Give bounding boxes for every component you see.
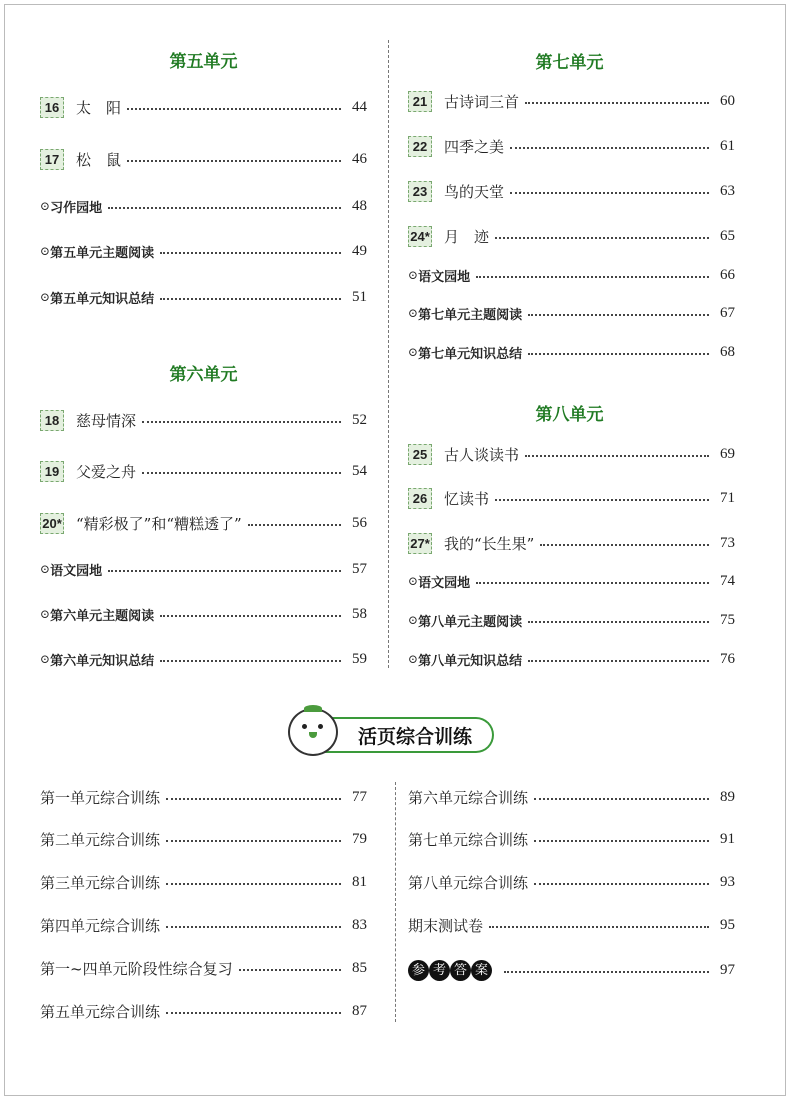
bullet-icon: ⊙ (408, 613, 419, 627)
entry-title: 第八单元知识总结 (418, 653, 523, 669)
dot-leader (495, 237, 709, 239)
dot-leader (525, 102, 709, 104)
page-number: 68 (720, 343, 735, 360)
section-banner (288, 705, 495, 753)
bullet-icon: ⊙ (40, 290, 51, 304)
dot-leader (166, 798, 341, 800)
page-number: 48 (352, 197, 367, 214)
entry-title: 第八单元主题阅读 (418, 614, 523, 630)
toc-entry[interactable] (40, 240, 367, 262)
entry-title: 第四单元综合训练 (40, 916, 161, 935)
dot-leader (108, 570, 341, 572)
toc-entry[interactable] (408, 302, 735, 324)
lesson-number-badge: 24* (408, 226, 432, 247)
toc-entry[interactable] (408, 487, 735, 509)
dot-leader (540, 544, 709, 546)
training-entry[interactable] (40, 871, 367, 893)
dot-leader (166, 840, 341, 842)
page-number: 46 (352, 150, 367, 167)
entry-title: 忆读书 (444, 489, 490, 508)
dot-leader (160, 252, 341, 254)
entry-title: 第七单元综合训练 (408, 830, 529, 849)
page-number: 61 (720, 137, 735, 154)
bullet-icon: ⊙ (408, 345, 419, 359)
bullet-icon: ⊙ (40, 562, 51, 576)
entry-title: 第七单元知识总结 (418, 346, 523, 362)
entry-title: 第六单元综合训练 (408, 788, 529, 807)
toc-entry[interactable] (40, 558, 367, 580)
unit5-heading: 第五单元 (169, 52, 238, 72)
entry-title: 太 阳 (76, 98, 122, 117)
training-entry[interactable] (40, 828, 367, 850)
training-entry[interactable] (408, 871, 735, 893)
bullet-icon: ⊙ (40, 199, 51, 213)
page-number: 83 (352, 916, 367, 933)
page-number: 59 (352, 650, 367, 667)
page-number: 85 (352, 959, 367, 976)
entry-title: 松 鼠 (76, 150, 122, 169)
dot-leader (489, 926, 709, 928)
training-entry[interactable] (40, 1000, 367, 1022)
answers-badge-char: 答 (450, 960, 471, 981)
toc-entry[interactable] (408, 264, 735, 286)
dot-leader (108, 207, 341, 209)
lesson-number-badge: 23 (408, 181, 432, 202)
page-number: 75 (720, 611, 735, 628)
page-number: 54 (352, 462, 367, 479)
dot-leader (160, 298, 341, 300)
lesson-number-badge: 20* (40, 513, 64, 534)
lesson-number-badge: 22 (408, 136, 432, 157)
column-divider-top (388, 40, 389, 668)
entry-title: 鸟的天堂 (444, 182, 505, 201)
entry-title: 语文园地 (418, 269, 471, 285)
page-number: 60 (720, 92, 735, 109)
dot-leader (495, 499, 709, 501)
page-number: 97 (720, 961, 735, 978)
entry-title: 第三单元综合训练 (40, 873, 161, 892)
page-number: 65 (720, 227, 735, 244)
toc-entry[interactable] (408, 570, 735, 592)
page-number: 73 (720, 534, 735, 551)
toc-entry[interactable] (40, 512, 367, 534)
toc-entry[interactable] (40, 603, 367, 625)
training-entry[interactable] (40, 914, 367, 936)
dot-leader (160, 660, 341, 662)
column-divider-bottom (395, 782, 396, 1022)
toc-entry[interactable] (40, 195, 367, 217)
entry-title: 语文园地 (50, 563, 103, 579)
entry-title: 古诗词三首 (444, 92, 520, 111)
lesson-number-badge: 18 (40, 410, 64, 431)
entry-title: 第五单元主题阅读 (50, 245, 155, 261)
toc-entry[interactable] (40, 460, 367, 482)
entry-title: 语文园地 (418, 575, 471, 591)
dot-leader (166, 1012, 341, 1014)
training-entry[interactable] (40, 786, 367, 808)
dot-leader (528, 314, 709, 316)
dot-leader (127, 108, 341, 110)
training-entry[interactable] (408, 914, 735, 936)
page-number: 74 (720, 572, 735, 589)
entry-title: 慈母情深 (76, 411, 137, 430)
entry-title: 第一~四单元阶段性综合复习 (40, 959, 233, 978)
page-number: 71 (720, 489, 735, 506)
entry-title: 我的“长生果” (444, 534, 535, 553)
dot-leader (142, 472, 341, 474)
unit7-heading: 第七单元 (535, 53, 604, 73)
page-number: 76 (720, 650, 735, 667)
entry-title: 第五单元知识总结 (50, 291, 155, 307)
toc-entry[interactable] (408, 225, 735, 247)
training-entry[interactable] (40, 957, 367, 979)
entry-title: 期末测试卷 (408, 916, 484, 935)
answers-badge-char: 参 (408, 960, 429, 981)
dot-leader (528, 621, 709, 623)
toc-entry[interactable] (408, 180, 735, 202)
page-number: 69 (720, 445, 735, 462)
page-number: 51 (352, 288, 367, 305)
dot-leader (166, 926, 341, 928)
toc-entry[interactable] (408, 90, 735, 112)
page-number: 81 (352, 873, 367, 890)
dot-leader (510, 147, 709, 149)
page-number: 49 (352, 242, 367, 259)
bullet-icon: ⊙ (408, 306, 419, 320)
dot-leader (248, 524, 341, 526)
unit6-heading: 第六单元 (169, 365, 238, 385)
page-number: 63 (720, 182, 735, 199)
entry-title: “精彩极了”和“糟糕透了” (76, 514, 242, 533)
lesson-number-badge: 16 (40, 97, 64, 118)
entry-title: 第二单元综合训练 (40, 830, 161, 849)
dot-leader (142, 421, 341, 423)
toc-entry[interactable] (40, 148, 367, 170)
toc-entry[interactable] (40, 96, 367, 118)
page-number: 91 (720, 830, 735, 847)
page-number: 66 (720, 266, 735, 283)
toc-entry[interactable] (40, 648, 367, 670)
page-number: 77 (352, 788, 367, 805)
dot-leader (476, 582, 709, 584)
dot-leader (504, 971, 709, 973)
entry-title: 习作园地 (50, 200, 103, 216)
answers-badge (408, 960, 492, 981)
toc-entry[interactable] (408, 443, 735, 465)
page-number: 67 (720, 304, 735, 321)
entry-title: 古人谈读书 (444, 445, 520, 464)
page-number: 56 (352, 514, 367, 531)
entry-title: 第一单元综合训练 (40, 788, 161, 807)
page-number: 58 (352, 605, 367, 622)
banner-title: 活页综合训练 (358, 726, 473, 748)
page-number: 44 (352, 98, 367, 115)
dot-leader (528, 353, 709, 355)
unit8-heading: 第八单元 (535, 405, 604, 425)
dot-leader (525, 455, 709, 457)
dot-leader (166, 883, 341, 885)
answers-badge-char: 考 (429, 960, 450, 981)
entry-title: 第八单元综合训练 (408, 873, 529, 892)
entry-title: 第六单元知识总结 (50, 653, 155, 669)
toc-entry[interactable] (408, 532, 735, 554)
toc-entry[interactable] (408, 648, 735, 670)
entry-title: 第七单元主题阅读 (418, 307, 523, 323)
answers-badge-char: 案 (471, 960, 492, 981)
mascot-icon (288, 708, 338, 756)
lesson-number-badge: 26 (408, 488, 432, 509)
entry-title: 第六单元主题阅读 (50, 608, 155, 624)
training-entry[interactable] (408, 828, 735, 850)
entry-title: 父爱之舟 (76, 462, 137, 481)
answers-entry[interactable] (408, 959, 735, 981)
dot-leader (528, 660, 709, 662)
page-number: 87 (352, 1002, 367, 1019)
toc-entry[interactable] (408, 341, 735, 363)
dot-leader (476, 276, 709, 278)
toc-entry[interactable] (40, 409, 367, 431)
dot-leader (534, 798, 709, 800)
page-number: 89 (720, 788, 735, 805)
toc-entry[interactable] (408, 609, 735, 631)
page-number: 79 (352, 830, 367, 847)
bullet-icon: ⊙ (40, 652, 51, 666)
page-number: 52 (352, 411, 367, 428)
lesson-number-badge: 21 (408, 91, 432, 112)
dot-leader (239, 969, 341, 971)
entry-title: 月 迹 (444, 227, 490, 246)
training-entry[interactable] (408, 786, 735, 808)
lesson-number-badge: 25 (408, 444, 432, 465)
bullet-icon: ⊙ (408, 574, 419, 588)
entry-title: 第五单元综合训练 (40, 1002, 161, 1021)
toc-entry[interactable] (408, 135, 735, 157)
dot-leader (160, 615, 341, 617)
bullet-icon: ⊙ (408, 268, 419, 282)
dot-leader (534, 840, 709, 842)
page-number: 93 (720, 873, 735, 890)
dot-leader (127, 160, 341, 162)
dot-leader (534, 883, 709, 885)
bullet-icon: ⊙ (408, 652, 419, 666)
lesson-number-badge: 19 (40, 461, 64, 482)
bullet-icon: ⊙ (40, 244, 51, 258)
toc-entry[interactable] (40, 286, 367, 308)
page-number: 95 (720, 916, 735, 933)
dot-leader (510, 192, 709, 194)
bullet-icon: ⊙ (40, 607, 51, 621)
lesson-number-badge: 27* (408, 533, 432, 554)
page-number: 57 (352, 560, 367, 577)
entry-title: 四季之美 (444, 137, 505, 156)
lesson-number-badge: 17 (40, 149, 64, 170)
